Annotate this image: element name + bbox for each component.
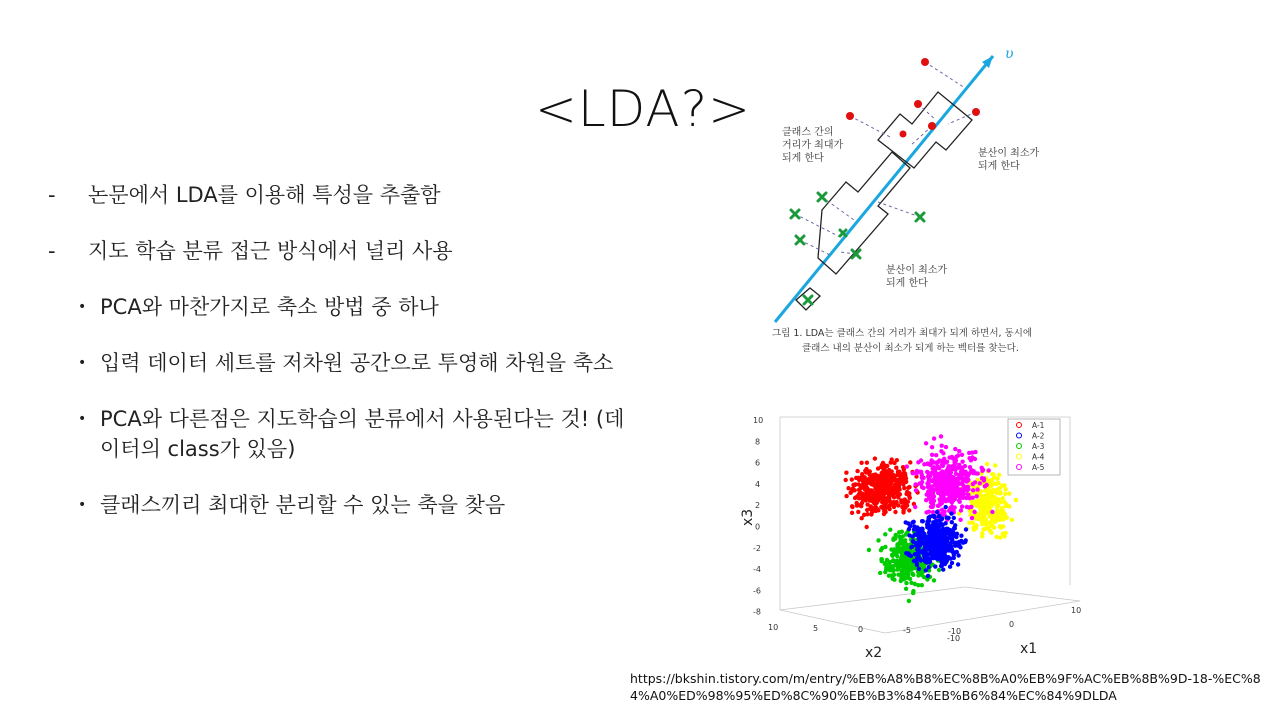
bullet-item bbox=[78, 404, 638, 464]
red-point bbox=[921, 58, 929, 66]
axis-label: υ bbox=[1005, 46, 1014, 62]
between-class-label: 거리가 최대가 bbox=[782, 140, 844, 151]
lda-3d-scatter bbox=[735, 405, 1090, 670]
bullet-icon: • bbox=[78, 355, 87, 371]
z-tick-label: 8 bbox=[755, 437, 761, 447]
red-point bbox=[900, 131, 907, 138]
projection-axis bbox=[775, 56, 993, 322]
green-point bbox=[791, 210, 799, 218]
red-point bbox=[928, 122, 936, 130]
between-class-label: 되게 한다 bbox=[782, 153, 824, 164]
green-point bbox=[840, 230, 846, 236]
data-clouds bbox=[844, 434, 1019, 603]
bullet-item bbox=[78, 348, 638, 378]
bullet-icon: • bbox=[78, 411, 87, 427]
legend-label: A-2 bbox=[1032, 431, 1045, 441]
z-tick-label: -2 bbox=[753, 543, 761, 553]
z-tick-label: -6 bbox=[753, 586, 761, 596]
lda-diagram bbox=[760, 42, 1090, 362]
x2-axis-label: x2 bbox=[865, 645, 883, 661]
within-variance-label: 되게 한다 bbox=[886, 278, 928, 289]
green-point bbox=[916, 213, 924, 221]
z-axis-label: x3 bbox=[740, 508, 756, 526]
x1-tick-label: 10 bbox=[1071, 606, 1082, 615]
dash-list bbox=[48, 180, 648, 292]
green-point bbox=[818, 193, 826, 201]
x2-tick-label: -5 bbox=[903, 626, 911, 635]
bullet-icon: • bbox=[78, 497, 87, 513]
bullet-item bbox=[78, 292, 638, 322]
legend-label: A-1 bbox=[1032, 421, 1045, 430]
x2-tick-label: -10 bbox=[948, 627, 962, 636]
dash-marker: - bbox=[48, 239, 56, 263]
green-point bbox=[796, 236, 804, 244]
diagram-caption bbox=[772, 326, 1082, 356]
within-variance-label: 되게 한다 bbox=[978, 161, 1020, 172]
red-point bbox=[914, 100, 922, 108]
caption-line: 그림 1. LDA는 클래스 간의 거리가 최대가 되게 하면서, 동시에 bbox=[772, 328, 1033, 339]
z-tick-label: 6 bbox=[755, 458, 761, 468]
x1-axis-label: x1 bbox=[1020, 641, 1038, 657]
bullet-item bbox=[78, 490, 638, 520]
z-tick-label: 0 bbox=[755, 522, 761, 532]
bullet-text: 클래스끼리 최대한 분리할 수 있는 축을 찾음 bbox=[100, 493, 506, 517]
bullet-icon: • bbox=[78, 299, 87, 315]
bullet-list bbox=[78, 292, 638, 546]
x2-tick-label: 5 bbox=[813, 624, 819, 633]
z-tick-label: -4 bbox=[753, 565, 761, 575]
bullet-text: 입력 데이터 세트를 저차원 공간으로 투영해 차원을 축소 bbox=[100, 351, 614, 375]
red-point bbox=[846, 112, 854, 120]
bullet-text: PCA와 마찬가지로 축소 방법 중 하나 bbox=[100, 295, 439, 319]
within-variance-label: 분산이 최소가 bbox=[886, 265, 948, 276]
slide-title: <LDA?> bbox=[535, 80, 752, 138]
within-variance-label: 분산이 최소가 bbox=[978, 148, 1040, 159]
x1-tick-label: 0 bbox=[1009, 620, 1015, 629]
source-url[interactable]: https://bkshin.tistory.com/m/entry/%EB%A8%B8%EC%8B%A0%EB%9F%AC%EB%8B%9D-18-%EC%84%A0%ED%98%95%ED%8C%90%EB%B3%84%EB%B6%84%EC%84%9DLDA bbox=[630, 671, 1261, 703]
legend-label: A-5 bbox=[1032, 463, 1045, 472]
red-point bbox=[972, 108, 980, 116]
caption-line: 클래스 내의 분산이 최소가 되게 하는 벡터를 찾는다. bbox=[802, 343, 1019, 354]
green-point bbox=[804, 296, 812, 304]
legend-label: A-4 bbox=[1032, 452, 1045, 462]
between-class-label: 클래스 간의 bbox=[782, 127, 834, 138]
legend-label: A-3 bbox=[1032, 442, 1045, 451]
z-tick-label: 4 bbox=[755, 479, 761, 489]
dash-item-text: 논문에서 LDA를 이용해 특성을 추출함 bbox=[88, 183, 441, 207]
bullet-text: PCA와 다른점은 지도학습의 분류에서 사용된다는 것! (데이터의 class가 있음) bbox=[100, 407, 625, 461]
z-tick-label: 10 bbox=[753, 416, 764, 425]
dash-item bbox=[48, 180, 648, 210]
x2-tick-label: 10 bbox=[768, 623, 779, 632]
dash-item bbox=[48, 236, 648, 266]
dash-marker: - bbox=[48, 183, 56, 207]
upper-brace bbox=[878, 92, 972, 168]
legend bbox=[1008, 419, 1060, 475]
x1-tick-label: -10 bbox=[947, 634, 961, 643]
dash-item-text: 지도 학습 분류 접근 방식에서 널리 사용 bbox=[88, 239, 453, 263]
x2-tick-label: 0 bbox=[858, 625, 864, 634]
z-tick-label: 2 bbox=[755, 501, 761, 511]
z-tick-label: -8 bbox=[753, 607, 761, 617]
